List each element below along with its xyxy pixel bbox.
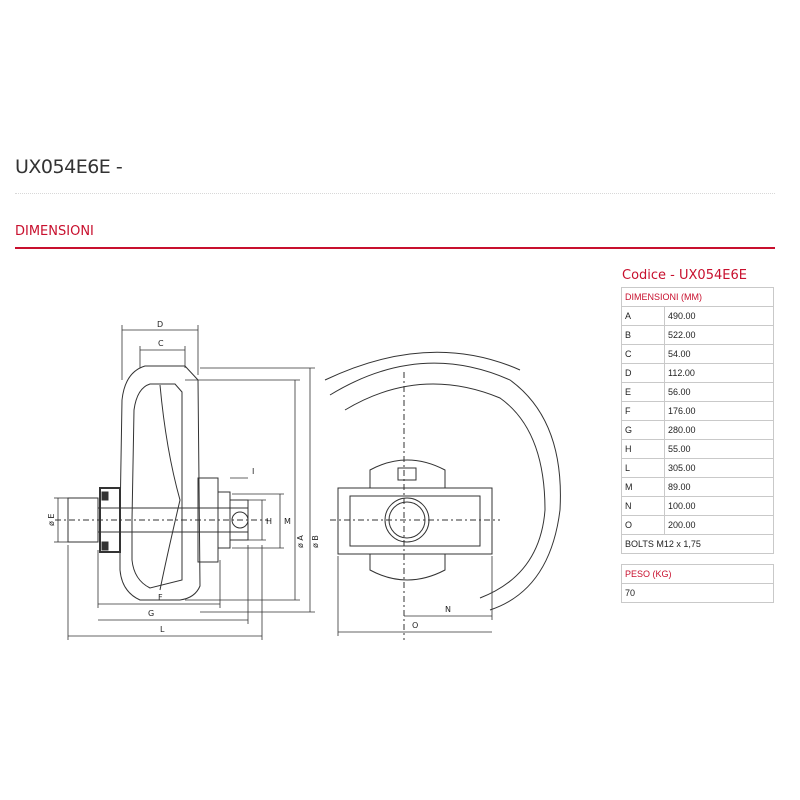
dimensions-header: DIMENSIONI (MM)	[622, 288, 774, 307]
weight-value: 70	[622, 584, 774, 603]
table-row: H 55.00	[622, 440, 774, 459]
bolts-row: BOLTS M12 x 1,75	[622, 535, 774, 554]
product-code-heading: Codice - UX054E6E	[622, 268, 747, 283]
weight-table	[621, 564, 774, 603]
dim-label-A: ø A	[296, 535, 305, 548]
table-row: E 56.00	[622, 383, 774, 402]
dim-label-N: N	[445, 605, 451, 614]
title-divider	[15, 193, 775, 194]
bracket	[338, 488, 492, 554]
table-row: M 89.00	[622, 478, 774, 497]
dim-label-H: H	[266, 517, 273, 526]
page-title: UX054E6E -	[15, 156, 123, 178]
dim-label-I: I	[252, 467, 255, 476]
table-row: D 112.00	[622, 364, 774, 383]
idler-side-profile	[120, 366, 200, 600]
dim-label-L: L	[160, 625, 165, 634]
dim-label-C: C	[158, 339, 164, 348]
technical-drawing	[40, 320, 610, 660]
table-row: N 100.00	[622, 497, 774, 516]
table-row: G 280.00	[622, 421, 774, 440]
section-divider	[15, 247, 775, 249]
table-row: L 305.00	[622, 459, 774, 478]
weight-header: PESO (KG)	[622, 565, 774, 584]
dim-label-B: ø B	[311, 535, 320, 548]
table-row: A 490.00	[622, 307, 774, 326]
table-row: O 200.00	[622, 516, 774, 535]
dim-label-O: O	[412, 621, 419, 630]
dim-label-D: D	[157, 320, 164, 329]
table-row: F 176.00	[622, 402, 774, 421]
section-title: DIMENSIONI	[15, 224, 94, 239]
dimensions-table	[621, 287, 774, 554]
dim-label-E: ø E	[47, 513, 56, 526]
table-row: C 54.00	[622, 345, 774, 364]
table-row: B 522.00	[622, 326, 774, 345]
dim-label-G: G	[148, 609, 155, 618]
dim-label-M: M	[284, 517, 291, 526]
dim-label-F: F	[158, 593, 163, 602]
